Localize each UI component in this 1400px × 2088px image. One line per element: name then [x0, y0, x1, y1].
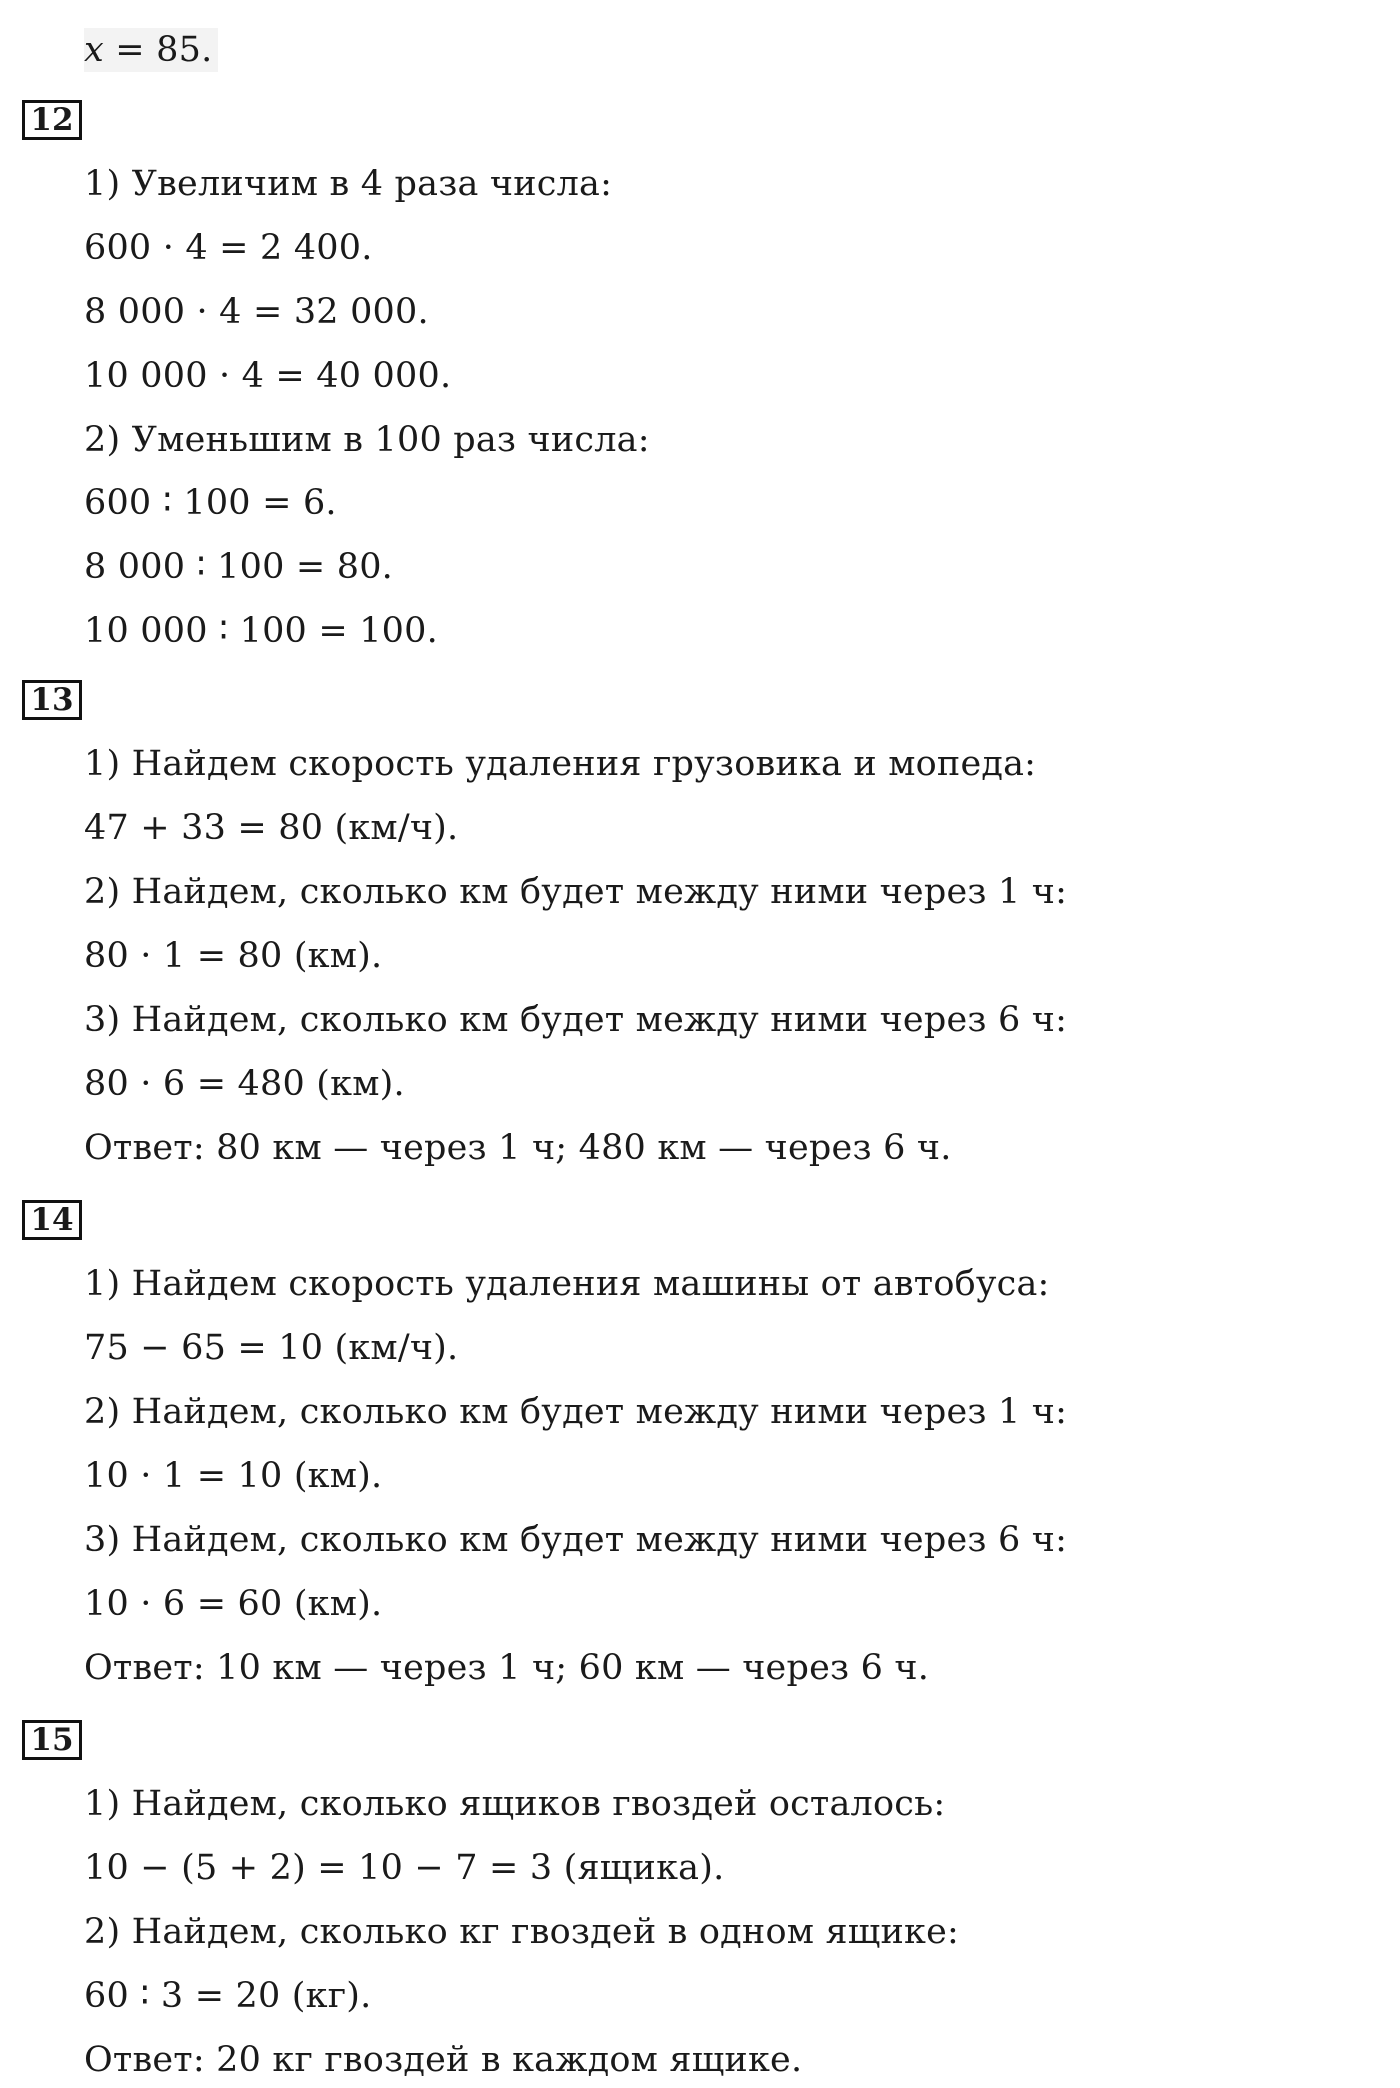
solution-line: 10 · 6 = 60 (км). [84, 1584, 383, 1624]
solution-line: 2) Найдем, сколько км будет между ними через 1 ч: [84, 872, 1068, 912]
solution-line: 1) Найдем скорость удаления грузовика и мопеда: [84, 744, 1037, 784]
solution-line: 75 − 65 = 10 (км/ч). [84, 1328, 459, 1368]
solution-line: 10 000 ∶ 100 = 100. [84, 611, 438, 651]
solution-line: 10 − (5 + 2) = 10 − 7 = 3 (ящика). [84, 1848, 725, 1888]
task-number-14: 14 [22, 1200, 82, 1240]
equation-result-line [84, 28, 218, 72]
answer-line: Ответ: 10 км — через 1 ч; 60 км — через 6 ч. [84, 1648, 930, 1688]
solution-line: 10 000 · 4 = 40 000. [84, 356, 452, 396]
solution-line: 80 · 1 = 80 (км). [84, 936, 383, 976]
solution-line: 80 · 6 = 480 (км). [84, 1064, 405, 1104]
task-number-13: 13 [22, 680, 82, 720]
solution-line: 47 + 33 = 80 (км/ч). [84, 808, 459, 848]
solution-line: 3) Найдем, сколько км будет между ними через 6 ч: [84, 1520, 1068, 1560]
solution-line: 2) Найдем, сколько кг гвоздей в одном ящике: [84, 1912, 959, 1952]
solution-line: 2) Найдем, сколько км будет между ними через 1 ч: [84, 1392, 1068, 1432]
solution-line: 1) Найдем скорость удаления машины от автобуса: [84, 1264, 1050, 1304]
equation-value: = 85. [103, 30, 213, 70]
solution-line: 2) Уменьшим в 100 раз числа: [84, 420, 650, 460]
equation-variable: x [84, 30, 104, 70]
solution-line: 10 · 1 = 10 (км). [84, 1456, 383, 1496]
solution-line: 8 000 · 4 = 32 000. [84, 292, 429, 332]
task-number-12: 12 [22, 100, 82, 140]
answer-line: Ответ: 80 км — через 1 ч; 480 км — через 6 ч. [84, 1128, 952, 1168]
solution-line: 1) Увеличим в 4 раза числа: [84, 164, 613, 204]
solution-line: 3) Найдем, сколько км будет между ними через 6 ч: [84, 1000, 1068, 1040]
solution-line: 60 ∶ 3 = 20 (кг). [84, 1976, 372, 2016]
solution-line: 8 000 ∶ 100 = 80. [84, 547, 394, 587]
answer-line: Ответ: 20 кг гвоздей в каждом ящике. [84, 2040, 803, 2080]
solution-line: 600 · 4 = 2 400. [84, 228, 373, 268]
solution-line: 1) Найдем, сколько ящиков гвоздей осталось: [84, 1784, 946, 1824]
task-number-15: 15 [22, 1720, 82, 1760]
solution-line: 600 ∶ 100 = 6. [84, 483, 337, 523]
